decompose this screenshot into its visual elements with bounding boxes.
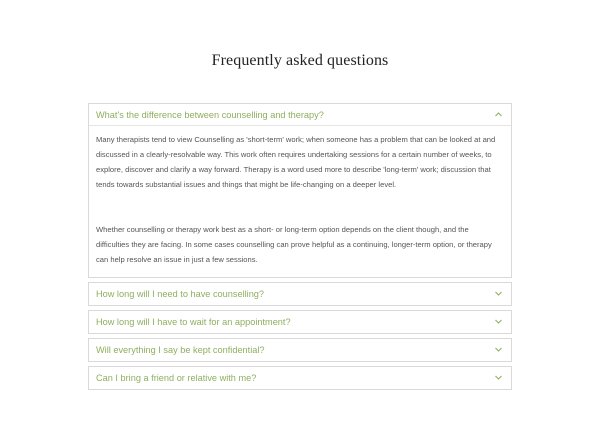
- faq-question-text: How long will I have to wait for an appointment?: [96, 317, 291, 327]
- faq-question-text: How long will I need to have counselling?: [96, 289, 265, 299]
- chevron-down-icon[interactable]: [494, 289, 503, 298]
- faq-answer-paragraph: Many therapists tend to view Counselling as 'short-term' work; when someone has a problem that can be looked at and discussed in a clearly-resolvable way. This work often requires undertaking sessions for a certain number of weeks, to explore, discover and clarify a way forward. Therapy is a word used more to describe 'long-term' work; discussion that tends towards substantial issues and things that might be life-changing on a deeper level.: [96, 135, 496, 189]
- faq-item-bring-friend: [88, 366, 512, 390]
- chevron-up-icon[interactable]: [494, 110, 503, 119]
- faq-item-wait-time: [88, 310, 512, 334]
- faq-accordion: [88, 103, 512, 394]
- faq-question-text: Can I bring a friend or relative with me?: [96, 373, 257, 383]
- faq-answer-paragraph: Whether counselling or therapy work best as a short- or long-term option depends on the client though, and the difficulties they are facing. In some cases counselling can prove helpful as a continuing, longer-term option, or therapy can help resolve an issue in just a few sessions.: [96, 225, 492, 264]
- faq-question-header[interactable]: [89, 339, 511, 361]
- faq-question-header[interactable]: [89, 367, 511, 389]
- chevron-down-icon[interactable]: [494, 345, 503, 354]
- faq-item-duration: [88, 282, 512, 306]
- faq-answer: [89, 126, 511, 277]
- faq-item-confidentiality: [88, 338, 512, 362]
- faq-question-text: What's the difference between counselling and therapy?: [96, 109, 324, 120]
- faq-question-header[interactable]: [89, 311, 511, 333]
- chevron-down-icon[interactable]: [494, 317, 503, 326]
- faq-item-counselling-vs-therapy: [88, 103, 512, 278]
- faq-question-header[interactable]: [89, 104, 511, 126]
- faq-question-header[interactable]: [89, 283, 511, 305]
- chevron-down-icon[interactable]: [494, 373, 503, 382]
- faq-question-text: Will everything I say be kept confidential?: [96, 345, 265, 355]
- page-title: Frequently asked questions: [211, 52, 389, 69]
